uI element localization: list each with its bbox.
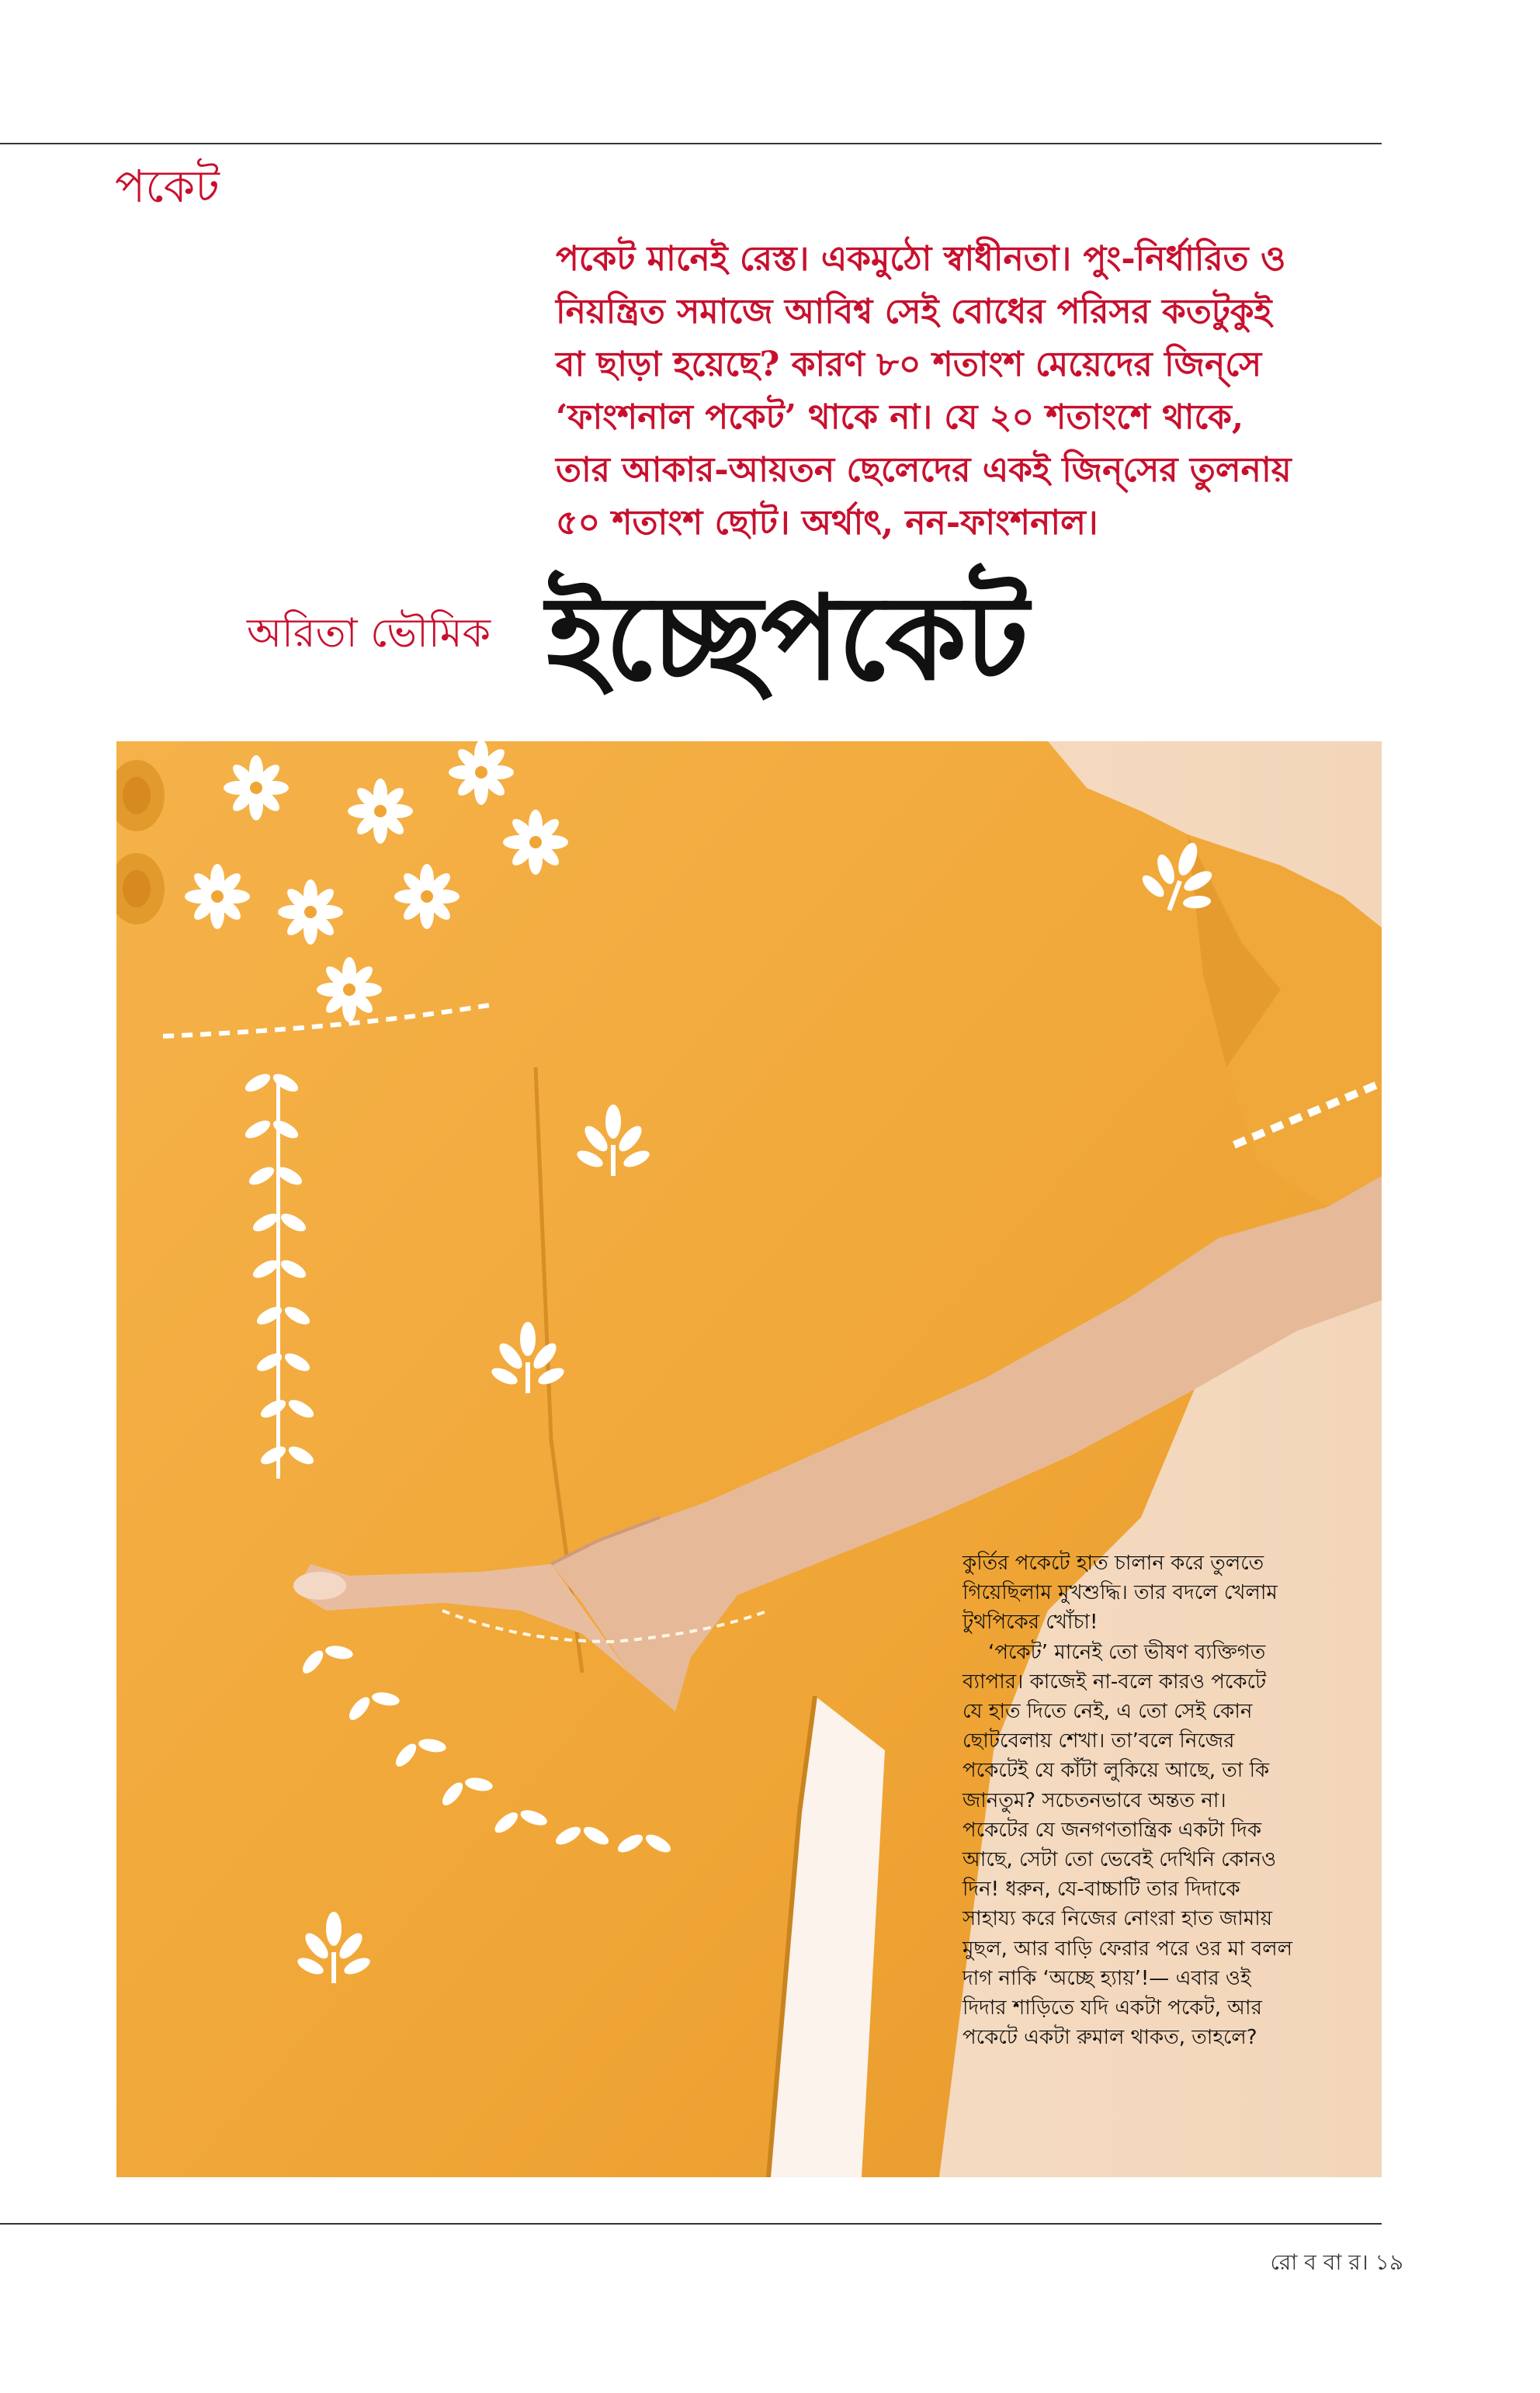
author-byline: অরিতা ভৌমিক [247, 610, 491, 657]
caption-line: ‘পকেট’ মানেই তো ভীষণ ব্যক্তিগত [962, 1640, 1266, 1664]
caption-line: জানতুম? সচেতনভাবে অন্তত না। [962, 1788, 1226, 1812]
deck-line: বা ছাড়া হয়েছে? কারণ ৮০ শতাংশ মেয়েদের জিন্‌সে [556, 345, 1262, 384]
caption-line: টুথপিকের খোঁচা! [962, 1611, 1098, 1635]
caption-line: পকেটের যে জনগণতান্ত্রিক একটা দিক [962, 1818, 1262, 1842]
top-rule [0, 143, 1382, 144]
caption-line: দিদার শাড়িতে যদি একটা পকেট, আর [962, 1996, 1262, 2020]
deck-standfirst [556, 233, 1394, 550]
deck-line: ‘ফাংশনাল পকেট’ থাকে না। যে ২০ শতাংশে থাকে, [556, 397, 1244, 437]
caption-line: সাহায্য করে নিজের নোংরা হাত জামায় [962, 1907, 1273, 1931]
deck-line: তার আকার-আয়তন ছেলেদের একই জিন্‌সের তুলনায় [556, 450, 1292, 490]
caption-line: দিন! ধরুন, যে-বাচ্চাটি তার দিদাকে [962, 1878, 1240, 1902]
caption-line: যে হাত দিতে নেই, এ তো সেই কোন [962, 1700, 1253, 1724]
bottom-rule [0, 2223, 1382, 2225]
caption-line: দাগ নাকি ‘অচ্ছে হ্যায়’!— এবার ওই [962, 1966, 1251, 1990]
deck-line: পকেট মানেই রেস্ত। একমুঠো স্বাধীনতা। পুং-নির্ধারিত ও [556, 239, 1286, 279]
caption-line: পকেটে একটা রুমাল থাকত, তাহলে? [962, 2026, 1257, 2050]
deck-line: ৫০ শতাংশ ছোট। অর্থাৎ, নন-ফাংশনাল। [556, 503, 1098, 543]
page-folio: রো ব বা র। ১৯ [1270, 2249, 1403, 2275]
section-label: পকেট [115, 160, 220, 213]
caption-line: আছে, সেটা তো ভেবেই দেখিনি কোনও [962, 1848, 1277, 1872]
article-headline: ইচ্ছেপকেট [546, 570, 1028, 706]
caption-line: ব্যাপার। কাজেই না-বলে কারও পকেটে [962, 1670, 1267, 1694]
photo-caption [962, 1549, 1366, 2052]
deck-line: নিয়ন্ত্রিত সমাজে আবিশ্ব সেই বোধের পরিসর কতটুকুই [556, 292, 1272, 331]
caption-line: কুর্তির পকেটে হাত চালান করে তুলতে [962, 1552, 1264, 1575]
caption-line: গিয়েছিলাম মুখশুদ্ধি। তার বদলে খেলাম [962, 1581, 1278, 1605]
caption-line: পকেটেই যে কাঁটা লুকিয়ে আছে, তা কি [962, 1759, 1270, 1783]
caption-line: ছোটবেলায় শেখা। তা’বলে নিজের [962, 1729, 1235, 1753]
caption-line: মুছল, আর বাড়ি ফেরার পরে ওর মা বলল [962, 1937, 1293, 1961]
